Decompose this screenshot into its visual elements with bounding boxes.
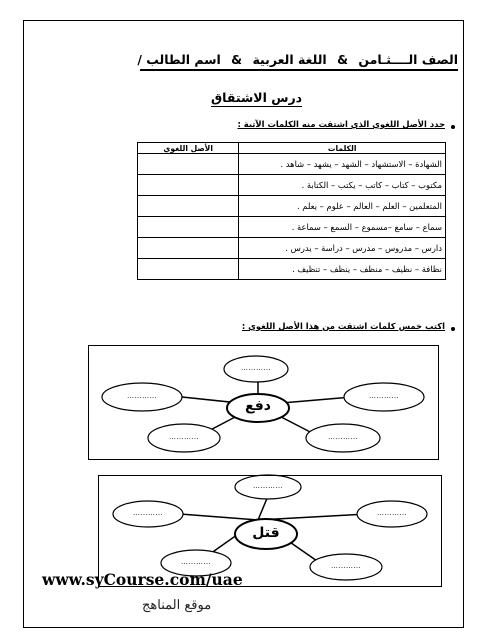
words-cell: سماع – سامع –مسموع – السمع – سماعة . [239,217,446,238]
blank-answer[interactable]: ………… [181,558,211,566]
subject-label: اللغة العربية [252,52,327,67]
student-name-label: اسم الطالب / [137,52,221,67]
blank-answer[interactable]: ………… [169,433,199,441]
site-name-watermark: موقع المناهج [142,598,212,613]
task2-instruction: اكتب خمس كلمات اشتقت من هذا الأصل اللغوي : [241,321,445,331]
col-root-header: الأصل اللغوي [138,143,239,154]
header-separator: & [231,52,243,67]
blank-answer[interactable]: ………… [369,392,399,400]
lesson-title: درس الاشتقاق [211,90,303,105]
header-separator: & [337,52,348,67]
diagram2-root-word: قتل [252,525,280,541]
col-words-header: الكلمات [239,143,446,154]
grade-label: الصف الــــثـامن [358,52,458,67]
words-cell: دارس – مدروس – مدرس – دراسة – يدرس . [239,238,446,259]
blank-answer[interactable]: ………… [253,482,283,490]
words-cell: نظافة – نظيف – منظف – ينظف – تنظيف . [239,259,446,280]
blank-answer[interactable]: ………… [331,562,361,570]
website-url: www.syCourse.com/uae [42,570,243,589]
blank-answer[interactable]: ………… [328,433,358,441]
blank-answer[interactable]: ………… [241,364,271,372]
words-cell: المتعلمين – العلم – العالم – علوم – يعلم . [239,196,446,217]
task1-instruction: حدد الأصل اللغوي الذي اشتقت منه الكلمات الآتية : [237,119,445,129]
blank-answer[interactable]: ………… [127,392,157,400]
words-cell: مكتوب – كتاب – كاتب – يكتب – الكتابة . [239,175,446,196]
diagram1-root-word: دفع [245,398,271,414]
blank-answer[interactable]: ………… [377,509,407,517]
words-cell: الشهادة – الاستشهاد – الشهد – يشهد – شاهد . [239,154,446,175]
blank-answer[interactable]: ………… [133,509,163,517]
